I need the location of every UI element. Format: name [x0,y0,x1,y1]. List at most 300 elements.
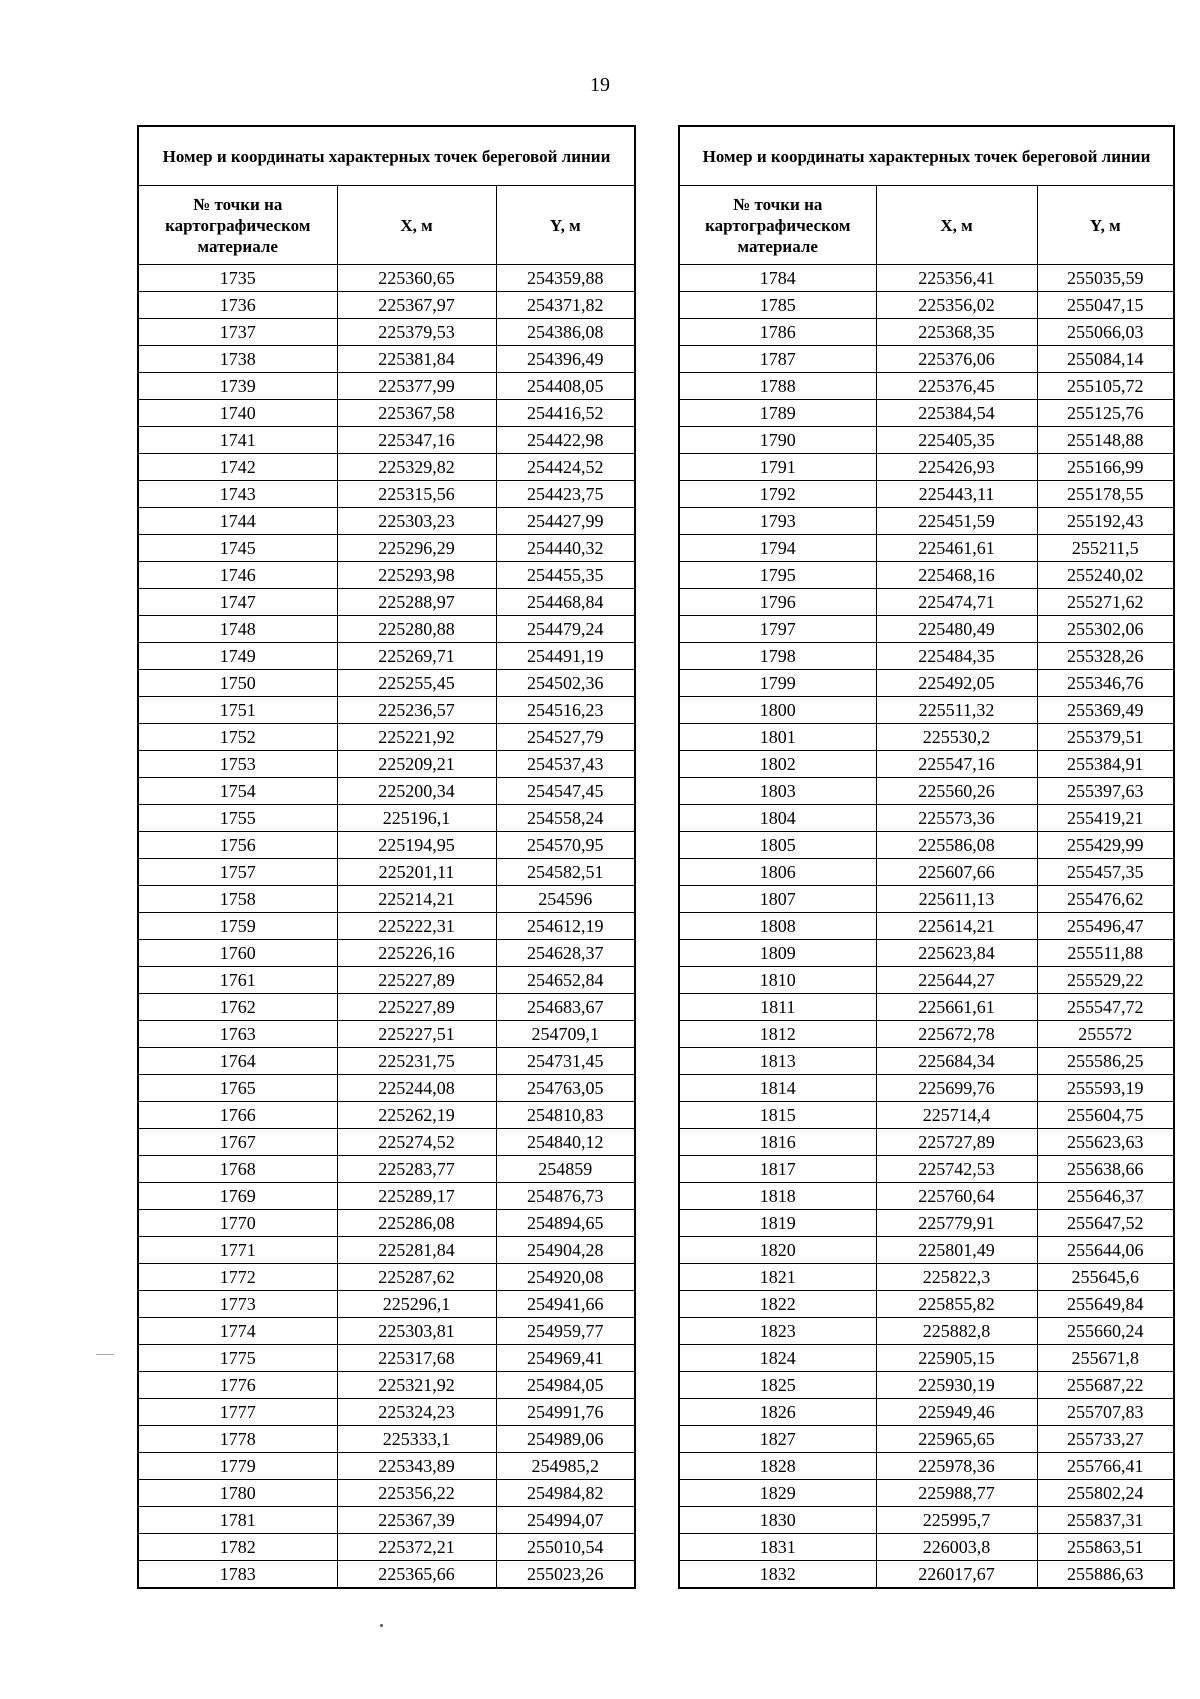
point-number-cell: 1763 [138,1021,337,1048]
point-number-cell: 1779 [138,1453,337,1480]
x-coordinate-cell: 225214,21 [337,886,496,913]
point-number-cell: 1745 [138,535,337,562]
y-coordinate-cell: 254628,37 [496,940,635,967]
table-caption: Номер и координаты характерных точек береговой линии [679,126,1174,186]
point-number-cell: 1810 [679,967,876,994]
table-row [679,1264,1174,1291]
x-coordinate-cell: 225684,34 [876,1048,1037,1075]
x-coordinate-cell: 225384,54 [876,400,1037,427]
y-coordinate-cell: 254894,65 [496,1210,635,1237]
point-number-cell: 1801 [679,724,876,751]
x-coordinate-cell: 225661,61 [876,994,1037,1021]
y-coordinate-cell: 255379,51 [1037,724,1174,751]
x-coordinate-cell: 225343,89 [337,1453,496,1480]
table-row [679,967,1174,994]
x-coordinate-cell: 225293,98 [337,562,496,589]
table-row [679,1534,1174,1561]
point-number-cell: 1765 [138,1075,337,1102]
x-coordinate-cell: 225451,59 [876,508,1037,535]
x-coordinate-cell: 225611,13 [876,886,1037,913]
table-row [679,346,1174,373]
table-row [138,1534,635,1561]
x-coordinate-cell: 225376,45 [876,373,1037,400]
y-coordinate-cell: 255476,62 [1037,886,1174,913]
point-number-cell: 1798 [679,643,876,670]
x-coordinate-cell: 225822,3 [876,1264,1037,1291]
table-row [138,1075,635,1102]
x-coordinate-cell: 225779,91 [876,1210,1037,1237]
table-row [138,643,635,670]
table-row [138,805,635,832]
x-coordinate-cell: 225196,1 [337,805,496,832]
table-row [138,1345,635,1372]
x-coordinate-cell: 225372,21 [337,1534,496,1561]
table-row [138,1156,635,1183]
point-number-cell: 1748 [138,616,337,643]
x-coordinate-cell: 225321,92 [337,1372,496,1399]
point-number-cell: 1817 [679,1156,876,1183]
table-row [679,805,1174,832]
point-number-cell: 1814 [679,1075,876,1102]
y-coordinate-cell: 255496,47 [1037,913,1174,940]
table-row [679,1021,1174,1048]
point-number-cell: 1774 [138,1318,337,1345]
x-coordinate-cell: 225949,46 [876,1399,1037,1426]
x-coordinate-cell: 225227,89 [337,967,496,994]
y-coordinate-cell: 255271,62 [1037,589,1174,616]
point-number-cell: 1761 [138,967,337,994]
y-coordinate-cell: 255328,26 [1037,643,1174,670]
table-row [138,373,635,400]
table-row [679,832,1174,859]
x-coordinate-cell: 225283,77 [337,1156,496,1183]
y-coordinate-cell: 255166,99 [1037,454,1174,481]
y-coordinate-cell: 255346,76 [1037,670,1174,697]
table-row [138,832,635,859]
x-coordinate-cell: 225329,82 [337,454,496,481]
x-coordinate-cell: 225221,92 [337,724,496,751]
table-row [138,1210,635,1237]
table-row [679,562,1174,589]
table-row [138,886,635,913]
table-row [679,994,1174,1021]
y-coordinate-cell: 255419,21 [1037,805,1174,832]
point-number-cell: 1737 [138,319,337,346]
table-row [138,319,635,346]
table-row [138,1426,635,1453]
y-coordinate-cell: 254547,45 [496,778,635,805]
y-coordinate-cell: 255604,75 [1037,1102,1174,1129]
table-row [138,1102,635,1129]
y-coordinate-cell: 255457,35 [1037,859,1174,886]
column-header-x: X, м [876,186,1037,265]
x-coordinate-cell: 225367,58 [337,400,496,427]
point-number-cell: 1738 [138,346,337,373]
point-number-cell: 1746 [138,562,337,589]
x-coordinate-cell: 225882,8 [876,1318,1037,1345]
y-coordinate-cell: 254427,99 [496,508,635,535]
point-number-cell: 1762 [138,994,337,1021]
table-row [138,1048,635,1075]
point-number-cell: 1804 [679,805,876,832]
x-coordinate-cell: 225296,1 [337,1291,496,1318]
point-number-cell: 1832 [679,1561,876,1589]
y-coordinate-cell: 255644,06 [1037,1237,1174,1264]
point-number-cell: 1828 [679,1453,876,1480]
y-coordinate-cell: 255211,5 [1037,535,1174,562]
point-number-cell: 1799 [679,670,876,697]
table-row [679,1426,1174,1453]
table-row [138,697,635,724]
point-number-cell: 1735 [138,265,337,292]
y-coordinate-cell: 255649,84 [1037,1291,1174,1318]
y-coordinate-cell: 255638,66 [1037,1156,1174,1183]
table-row [679,751,1174,778]
y-coordinate-cell: 254731,45 [496,1048,635,1075]
point-number-cell: 1823 [679,1318,876,1345]
y-coordinate-cell: 254527,79 [496,724,635,751]
y-coordinate-cell: 255369,49 [1037,697,1174,724]
table-row [679,616,1174,643]
x-coordinate-cell: 225286,08 [337,1210,496,1237]
point-number-cell: 1808 [679,913,876,940]
page-number: 19 [590,74,610,96]
point-number-cell: 1813 [679,1048,876,1075]
x-coordinate-cell: 225226,16 [337,940,496,967]
x-coordinate-cell: 225965,65 [876,1426,1037,1453]
x-coordinate-cell: 225492,05 [876,670,1037,697]
x-coordinate-cell: 225262,19 [337,1102,496,1129]
table-row [138,1129,635,1156]
point-number-cell: 1809 [679,940,876,967]
x-coordinate-cell: 225315,56 [337,481,496,508]
y-coordinate-cell: 255105,72 [1037,373,1174,400]
y-coordinate-cell: 254455,35 [496,562,635,589]
x-coordinate-cell: 225288,97 [337,589,496,616]
y-coordinate-cell: 254491,19 [496,643,635,670]
y-coordinate-cell: 255302,06 [1037,616,1174,643]
point-number-cell: 1753 [138,751,337,778]
y-coordinate-cell: 255035,59 [1037,265,1174,292]
y-coordinate-cell: 254516,23 [496,697,635,724]
point-number-cell: 1789 [679,400,876,427]
point-number-cell: 1775 [138,1345,337,1372]
point-number-cell: 1771 [138,1237,337,1264]
y-coordinate-cell: 254810,83 [496,1102,635,1129]
point-number-cell: 1758 [138,886,337,913]
y-coordinate-cell: 254422,98 [496,427,635,454]
table-row [138,913,635,940]
table-row [138,994,635,1021]
table-row [679,373,1174,400]
y-coordinate-cell: 254440,32 [496,535,635,562]
table-row [138,292,635,319]
table-row [679,1102,1174,1129]
column-header-point-number: № точки на картографическом материале [138,186,337,265]
x-coordinate-cell: 225280,88 [337,616,496,643]
point-number-cell: 1769 [138,1183,337,1210]
table-row [138,859,635,886]
x-coordinate-cell: 225607,66 [876,859,1037,886]
y-coordinate-cell: 254371,82 [496,292,635,319]
table-row [679,1507,1174,1534]
x-coordinate-cell: 225303,23 [337,508,496,535]
y-coordinate-cell: 255572 [1037,1021,1174,1048]
y-coordinate-cell: 254423,75 [496,481,635,508]
point-number-cell: 1786 [679,319,876,346]
x-coordinate-cell: 225714,4 [876,1102,1037,1129]
x-coordinate-cell: 225356,41 [876,265,1037,292]
point-number-cell: 1740 [138,400,337,427]
point-number-cell: 1780 [138,1480,337,1507]
point-number-cell: 1750 [138,670,337,697]
y-coordinate-cell: 254479,24 [496,616,635,643]
x-coordinate-cell: 225376,06 [876,346,1037,373]
point-number-cell: 1743 [138,481,337,508]
table-row [679,1399,1174,1426]
column-header-y: Y, м [1037,186,1174,265]
point-number-cell: 1811 [679,994,876,1021]
coordinates-table-left [137,125,636,1589]
y-coordinate-cell: 255802,24 [1037,1480,1174,1507]
point-number-cell: 1767 [138,1129,337,1156]
table-row [679,670,1174,697]
point-number-cell: 1747 [138,589,337,616]
point-number-cell: 1795 [679,562,876,589]
y-coordinate-cell: 255733,27 [1037,1426,1174,1453]
point-number-cell: 1797 [679,616,876,643]
y-coordinate-cell: 254859 [496,1156,635,1183]
point-number-cell: 1819 [679,1210,876,1237]
x-coordinate-cell: 225405,35 [876,427,1037,454]
y-coordinate-cell: 255646,37 [1037,1183,1174,1210]
table-row [679,1318,1174,1345]
y-coordinate-cell: 255178,55 [1037,481,1174,508]
point-number-cell: 1772 [138,1264,337,1291]
x-coordinate-cell: 225356,02 [876,292,1037,319]
y-coordinate-cell: 255593,19 [1037,1075,1174,1102]
x-coordinate-cell: 225244,08 [337,1075,496,1102]
table-row [138,1021,635,1048]
column-header-x: X, м [337,186,496,265]
x-coordinate-cell: 225227,51 [337,1021,496,1048]
x-coordinate-cell: 225930,19 [876,1372,1037,1399]
x-coordinate-cell: 225209,21 [337,751,496,778]
y-coordinate-cell: 254920,08 [496,1264,635,1291]
table-row [679,1561,1174,1589]
y-coordinate-cell: 255084,14 [1037,346,1174,373]
y-coordinate-cell: 255837,31 [1037,1507,1174,1534]
y-coordinate-cell: 255707,83 [1037,1399,1174,1426]
x-coordinate-cell: 225274,52 [337,1129,496,1156]
table-row [138,1372,635,1399]
table-row [679,589,1174,616]
x-coordinate-cell: 225194,95 [337,832,496,859]
table-row [138,1318,635,1345]
y-coordinate-cell: 255547,72 [1037,994,1174,1021]
y-coordinate-cell: 255429,99 [1037,832,1174,859]
point-number-cell: 1770 [138,1210,337,1237]
x-coordinate-cell: 225287,62 [337,1264,496,1291]
point-number-cell: 1824 [679,1345,876,1372]
point-number-cell: 1800 [679,697,876,724]
point-number-cell: 1829 [679,1480,876,1507]
y-coordinate-cell: 254991,76 [496,1399,635,1426]
table-row [138,589,635,616]
x-coordinate-cell: 225978,36 [876,1453,1037,1480]
x-coordinate-cell: 225356,22 [337,1480,496,1507]
y-coordinate-cell: 255148,88 [1037,427,1174,454]
point-number-cell: 1790 [679,427,876,454]
y-coordinate-cell: 254652,84 [496,967,635,994]
point-number-cell: 1752 [138,724,337,751]
x-coordinate-cell: 225289,17 [337,1183,496,1210]
x-coordinate-cell: 225255,45 [337,670,496,697]
point-number-cell: 1773 [138,1291,337,1318]
point-number-cell: 1793 [679,508,876,535]
point-number-cell: 1812 [679,1021,876,1048]
table-row [138,1264,635,1291]
y-coordinate-cell: 254582,51 [496,859,635,886]
point-number-cell: 1791 [679,454,876,481]
x-coordinate-cell: 225461,61 [876,535,1037,562]
table-row [138,1399,635,1426]
point-number-cell: 1777 [138,1399,337,1426]
x-coordinate-cell: 225474,71 [876,589,1037,616]
y-coordinate-cell: 255384,91 [1037,751,1174,778]
table-row [679,1183,1174,1210]
point-number-cell: 1822 [679,1291,876,1318]
x-coordinate-cell: 225530,2 [876,724,1037,751]
x-coordinate-cell: 225200,34 [337,778,496,805]
table-row [138,751,635,778]
x-coordinate-cell: 225368,35 [876,319,1037,346]
point-number-cell: 1759 [138,913,337,940]
x-coordinate-cell: 225360,65 [337,265,496,292]
point-number-cell: 1827 [679,1426,876,1453]
x-coordinate-cell: 225727,89 [876,1129,1037,1156]
table-row [679,1156,1174,1183]
point-number-cell: 1792 [679,481,876,508]
x-coordinate-cell: 225801,49 [876,1237,1037,1264]
point-number-cell: 1736 [138,292,337,319]
x-coordinate-cell: 225281,84 [337,1237,496,1264]
y-coordinate-cell: 255397,63 [1037,778,1174,805]
y-coordinate-cell: 255066,03 [1037,319,1174,346]
point-number-cell: 1783 [138,1561,337,1589]
x-coordinate-cell: 225443,11 [876,481,1037,508]
x-coordinate-cell: 225672,78 [876,1021,1037,1048]
table-row [679,454,1174,481]
table-row [679,1210,1174,1237]
table-row [679,1291,1174,1318]
point-number-cell: 1803 [679,778,876,805]
table-row [679,1480,1174,1507]
x-coordinate-cell: 225231,75 [337,1048,496,1075]
table-row [679,292,1174,319]
point-number-cell: 1766 [138,1102,337,1129]
table-row [138,1291,635,1318]
y-coordinate-cell: 255125,76 [1037,400,1174,427]
y-coordinate-cell: 255047,15 [1037,292,1174,319]
table-row [138,265,635,292]
y-coordinate-cell: 255647,52 [1037,1210,1174,1237]
margin-mark [96,1354,114,1355]
x-coordinate-cell: 225699,76 [876,1075,1037,1102]
table-row [138,1507,635,1534]
table-row [138,508,635,535]
point-number-cell: 1781 [138,1507,337,1534]
x-coordinate-cell: 225484,35 [876,643,1037,670]
point-number-cell: 1821 [679,1264,876,1291]
point-number-cell: 1802 [679,751,876,778]
y-coordinate-cell: 254386,08 [496,319,635,346]
y-coordinate-cell: 254904,28 [496,1237,635,1264]
table-row [138,346,635,373]
y-coordinate-cell: 255023,26 [496,1561,635,1589]
y-coordinate-cell: 254840,12 [496,1129,635,1156]
point-number-cell: 1751 [138,697,337,724]
point-number-cell: 1820 [679,1237,876,1264]
y-coordinate-cell: 254416,52 [496,400,635,427]
y-coordinate-cell: 254984,05 [496,1372,635,1399]
x-coordinate-cell: 225586,08 [876,832,1037,859]
x-coordinate-cell: 225547,16 [876,751,1037,778]
table-row [679,1048,1174,1075]
table-row [679,1129,1174,1156]
point-number-cell: 1760 [138,940,337,967]
x-coordinate-cell: 225905,15 [876,1345,1037,1372]
table-row [138,481,635,508]
y-coordinate-cell: 255645,6 [1037,1264,1174,1291]
x-coordinate-cell: 225760,64 [876,1183,1037,1210]
point-number-cell: 1742 [138,454,337,481]
y-coordinate-cell: 254596 [496,886,635,913]
x-coordinate-cell: 225222,31 [337,913,496,940]
x-coordinate-cell: 225742,53 [876,1156,1037,1183]
y-coordinate-cell: 255192,43 [1037,508,1174,535]
y-coordinate-cell: 254709,1 [496,1021,635,1048]
x-coordinate-cell: 225644,27 [876,967,1037,994]
column-header-y: Y, м [496,186,635,265]
table-row [679,643,1174,670]
x-coordinate-cell: 225296,29 [337,535,496,562]
y-coordinate-cell: 254424,52 [496,454,635,481]
y-coordinate-cell: 254408,05 [496,373,635,400]
table-row [138,940,635,967]
y-coordinate-cell: 254468,84 [496,589,635,616]
point-number-cell: 1788 [679,373,876,400]
y-coordinate-cell: 255671,8 [1037,1345,1174,1372]
x-coordinate-cell: 225379,53 [337,319,496,346]
table-row [138,1183,635,1210]
table-row [138,778,635,805]
x-coordinate-cell: 225426,93 [876,454,1037,481]
y-coordinate-cell: 254763,05 [496,1075,635,1102]
x-coordinate-cell: 225236,57 [337,697,496,724]
point-number-cell: 1782 [138,1534,337,1561]
table-row [679,913,1174,940]
y-coordinate-cell: 254984,82 [496,1480,635,1507]
point-number-cell: 1794 [679,535,876,562]
table-row [138,967,635,994]
x-coordinate-cell: 225855,82 [876,1291,1037,1318]
y-coordinate-cell: 255886,63 [1037,1561,1174,1589]
y-coordinate-cell: 254876,73 [496,1183,635,1210]
y-coordinate-cell: 255529,22 [1037,967,1174,994]
y-coordinate-cell: 255240,02 [1037,562,1174,589]
table-row [138,400,635,427]
